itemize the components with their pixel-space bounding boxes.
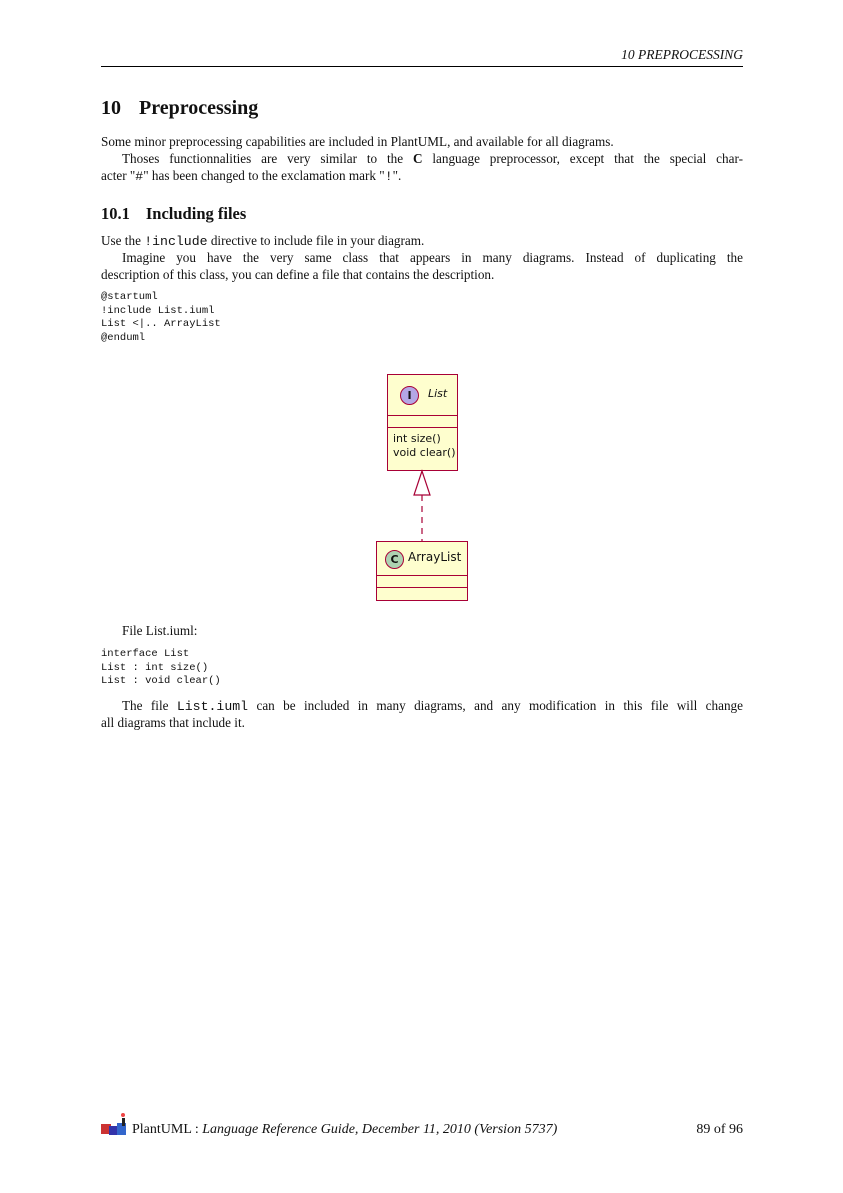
class-stereotype-icon: C xyxy=(385,550,404,569)
section-heading xyxy=(101,97,258,120)
intro-line-1: Some minor preprocessing capabilities are included in PlantUML, and available for all diagrams. xyxy=(101,134,614,149)
page-number: 89 of 96 xyxy=(696,1122,743,1137)
file-label: File List.iuml: xyxy=(122,623,198,638)
running-header: 10 PREPROCESSING xyxy=(621,47,743,62)
intro-line-2: Thoses functionnalities are very similar to the C language preprocessor, except that the special char- xyxy=(122,151,743,166)
paragraph-file-1: The file List.iuml can be included in many diagrams, and any modification in this file will change xyxy=(122,698,743,714)
paragraph-file-2: all diagrams that include it. xyxy=(101,715,245,730)
subsection-heading: 10.1 Including files xyxy=(101,204,247,223)
code-block-file: interface List List : int size() List : void clear() xyxy=(101,648,221,687)
paragraph-include: Use the !include directive to include file in your diagram. xyxy=(101,233,425,249)
class-name: ArrayList xyxy=(408,550,462,564)
code-block-main: @startuml !include List.iuml List <|.. ArrayList @enduml xyxy=(101,291,221,344)
interface-list-box xyxy=(387,374,458,471)
section-title: Preprocessing xyxy=(139,97,259,119)
interface-methods: int size() void clear() xyxy=(393,432,456,459)
header-rule xyxy=(101,66,743,67)
intro-line-3: acter "#" has been changed to the exclamation mark "!". xyxy=(101,168,402,184)
paragraph-imagine-2: description of this class, you can define a file that contains the description. xyxy=(101,267,495,282)
footer-citation: PlantUML : Language Reference Guide, December 11, 2010 (Version 5737) xyxy=(132,1122,558,1137)
interface-name: List xyxy=(428,387,448,400)
realization-arrow xyxy=(400,469,444,543)
interface-stereotype-icon: I xyxy=(400,386,419,405)
paragraph-imagine-1: Imagine you have the very same class that appears in many diagrams. Instead of duplicating the xyxy=(122,250,743,265)
section-number: 10 xyxy=(101,97,121,119)
class-arraylist-box xyxy=(376,541,468,601)
plantuml-logo-icon xyxy=(100,1110,130,1138)
